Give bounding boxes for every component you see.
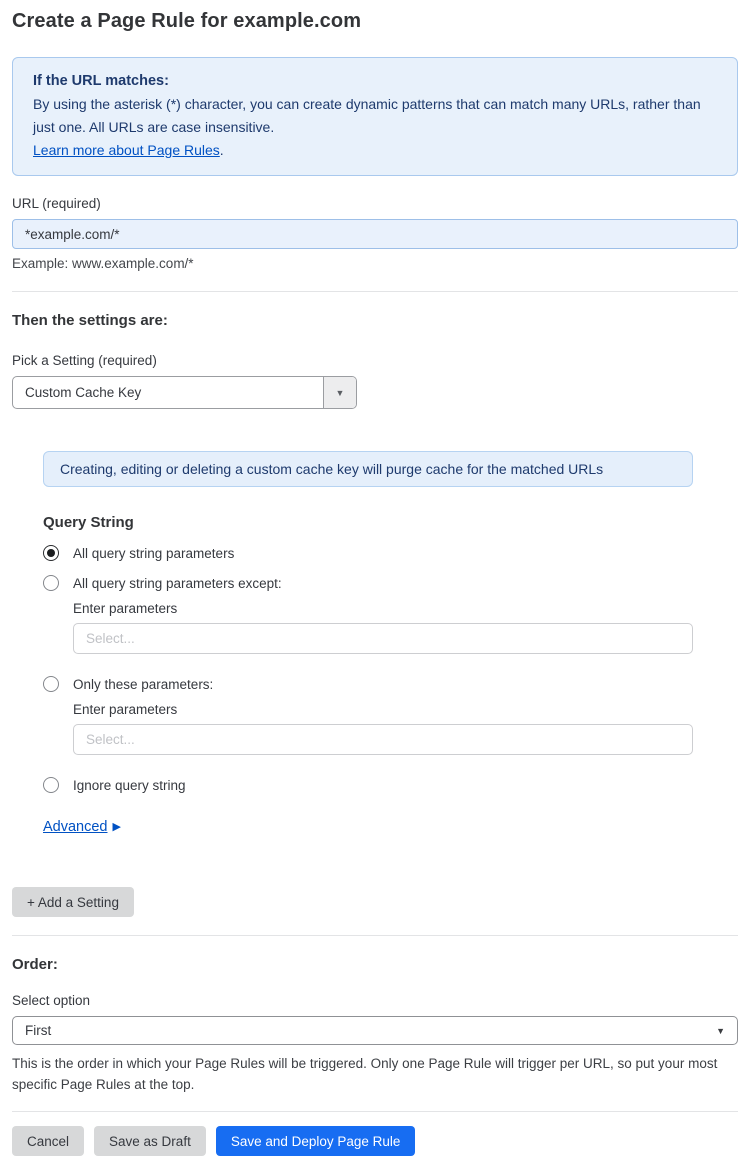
divider: [12, 935, 738, 936]
divider: [12, 1111, 738, 1112]
cache-key-purge-notice: Creating, editing or deleting a custom cache key will purge cache for the matched URLs: [43, 451, 693, 487]
except-parameters-input[interactable]: [73, 623, 693, 654]
add-setting-button[interactable]: + Add a Setting: [12, 887, 134, 917]
setting-picker-label: Pick a Setting (required): [12, 353, 157, 368]
radio-all-params-except[interactable]: [43, 575, 738, 591]
chevron-down-icon: ▼: [323, 377, 356, 408]
chevron-down-icon: ▼: [716, 1025, 725, 1036]
enter-parameters-label: Enter parameters: [73, 702, 178, 717]
radio-button-icon[interactable]: [43, 676, 59, 692]
order-description: This is the order in which your Page Rules will be triggered. Only one Page Rule will trigger per URL, so put your most specific Page Rules at the top.: [12, 1056, 718, 1092]
order-select-value: First: [25, 1023, 52, 1038]
order-select[interactable]: [12, 1016, 738, 1045]
radio-ignore-query-string[interactable]: [43, 777, 738, 793]
link-period: .: [219, 142, 224, 158]
cancel-button[interactable]: Cancel: [12, 1126, 84, 1156]
divider: [12, 291, 738, 292]
radio-button-icon[interactable]: [43, 545, 59, 561]
footer-actions: [12, 1126, 738, 1156]
query-string-heading: Query String: [43, 514, 134, 531]
radio-label: All query string parameters except:: [73, 575, 282, 591]
radio-only-these-params[interactable]: [43, 676, 738, 692]
info-box-heading: If the URL matches:: [33, 73, 169, 89]
save-as-draft-button[interactable]: Save as Draft: [94, 1126, 206, 1156]
radio-button-icon[interactable]: [43, 777, 59, 793]
only-parameters-input[interactable]: [73, 724, 693, 755]
advanced-toggle[interactable]: [43, 819, 121, 835]
setting-dropdown[interactable]: [12, 376, 357, 409]
enter-parameters-label: Enter parameters: [73, 601, 178, 616]
setting-dropdown-value: Custom Cache Key: [25, 385, 142, 400]
url-example-hint: Example: www.example.com/*: [12, 256, 194, 271]
info-box-body: By using the asterisk (*) character, you can create dynamic patterns that can match many URLs, rather than just one. All URLs are case insensitive.: [33, 96, 701, 135]
only-params-block: [73, 702, 738, 755]
except-params-block: [73, 601, 738, 654]
radio-label: All query string parameters: [73, 545, 235, 561]
radio-all-query-params[interactable]: [43, 545, 738, 561]
order-select-label: Select option: [12, 993, 91, 1008]
radio-label: Only these parameters:: [73, 676, 214, 692]
learn-more-link[interactable]: Learn more about Page Rules: [33, 142, 220, 158]
info-box-link-line: [33, 139, 717, 162]
radio-button-icon[interactable]: [43, 575, 59, 591]
settings-section-heading: Then the settings are:: [12, 312, 168, 329]
advanced-link[interactable]: Advanced: [43, 819, 108, 835]
url-input[interactable]: [12, 219, 738, 249]
query-string-section: [43, 514, 738, 793]
url-match-info-box: [12, 57, 738, 176]
order-heading: Order:: [12, 956, 58, 973]
save-and-deploy-button[interactable]: Save and Deploy Page Rule: [216, 1126, 416, 1156]
page-title: Create a Page Rule for example.com: [12, 10, 362, 32]
url-field-label: URL (required): [12, 196, 101, 211]
chevron-right-icon: ▶: [112, 820, 121, 833]
radio-label: Ignore query string: [73, 777, 186, 793]
